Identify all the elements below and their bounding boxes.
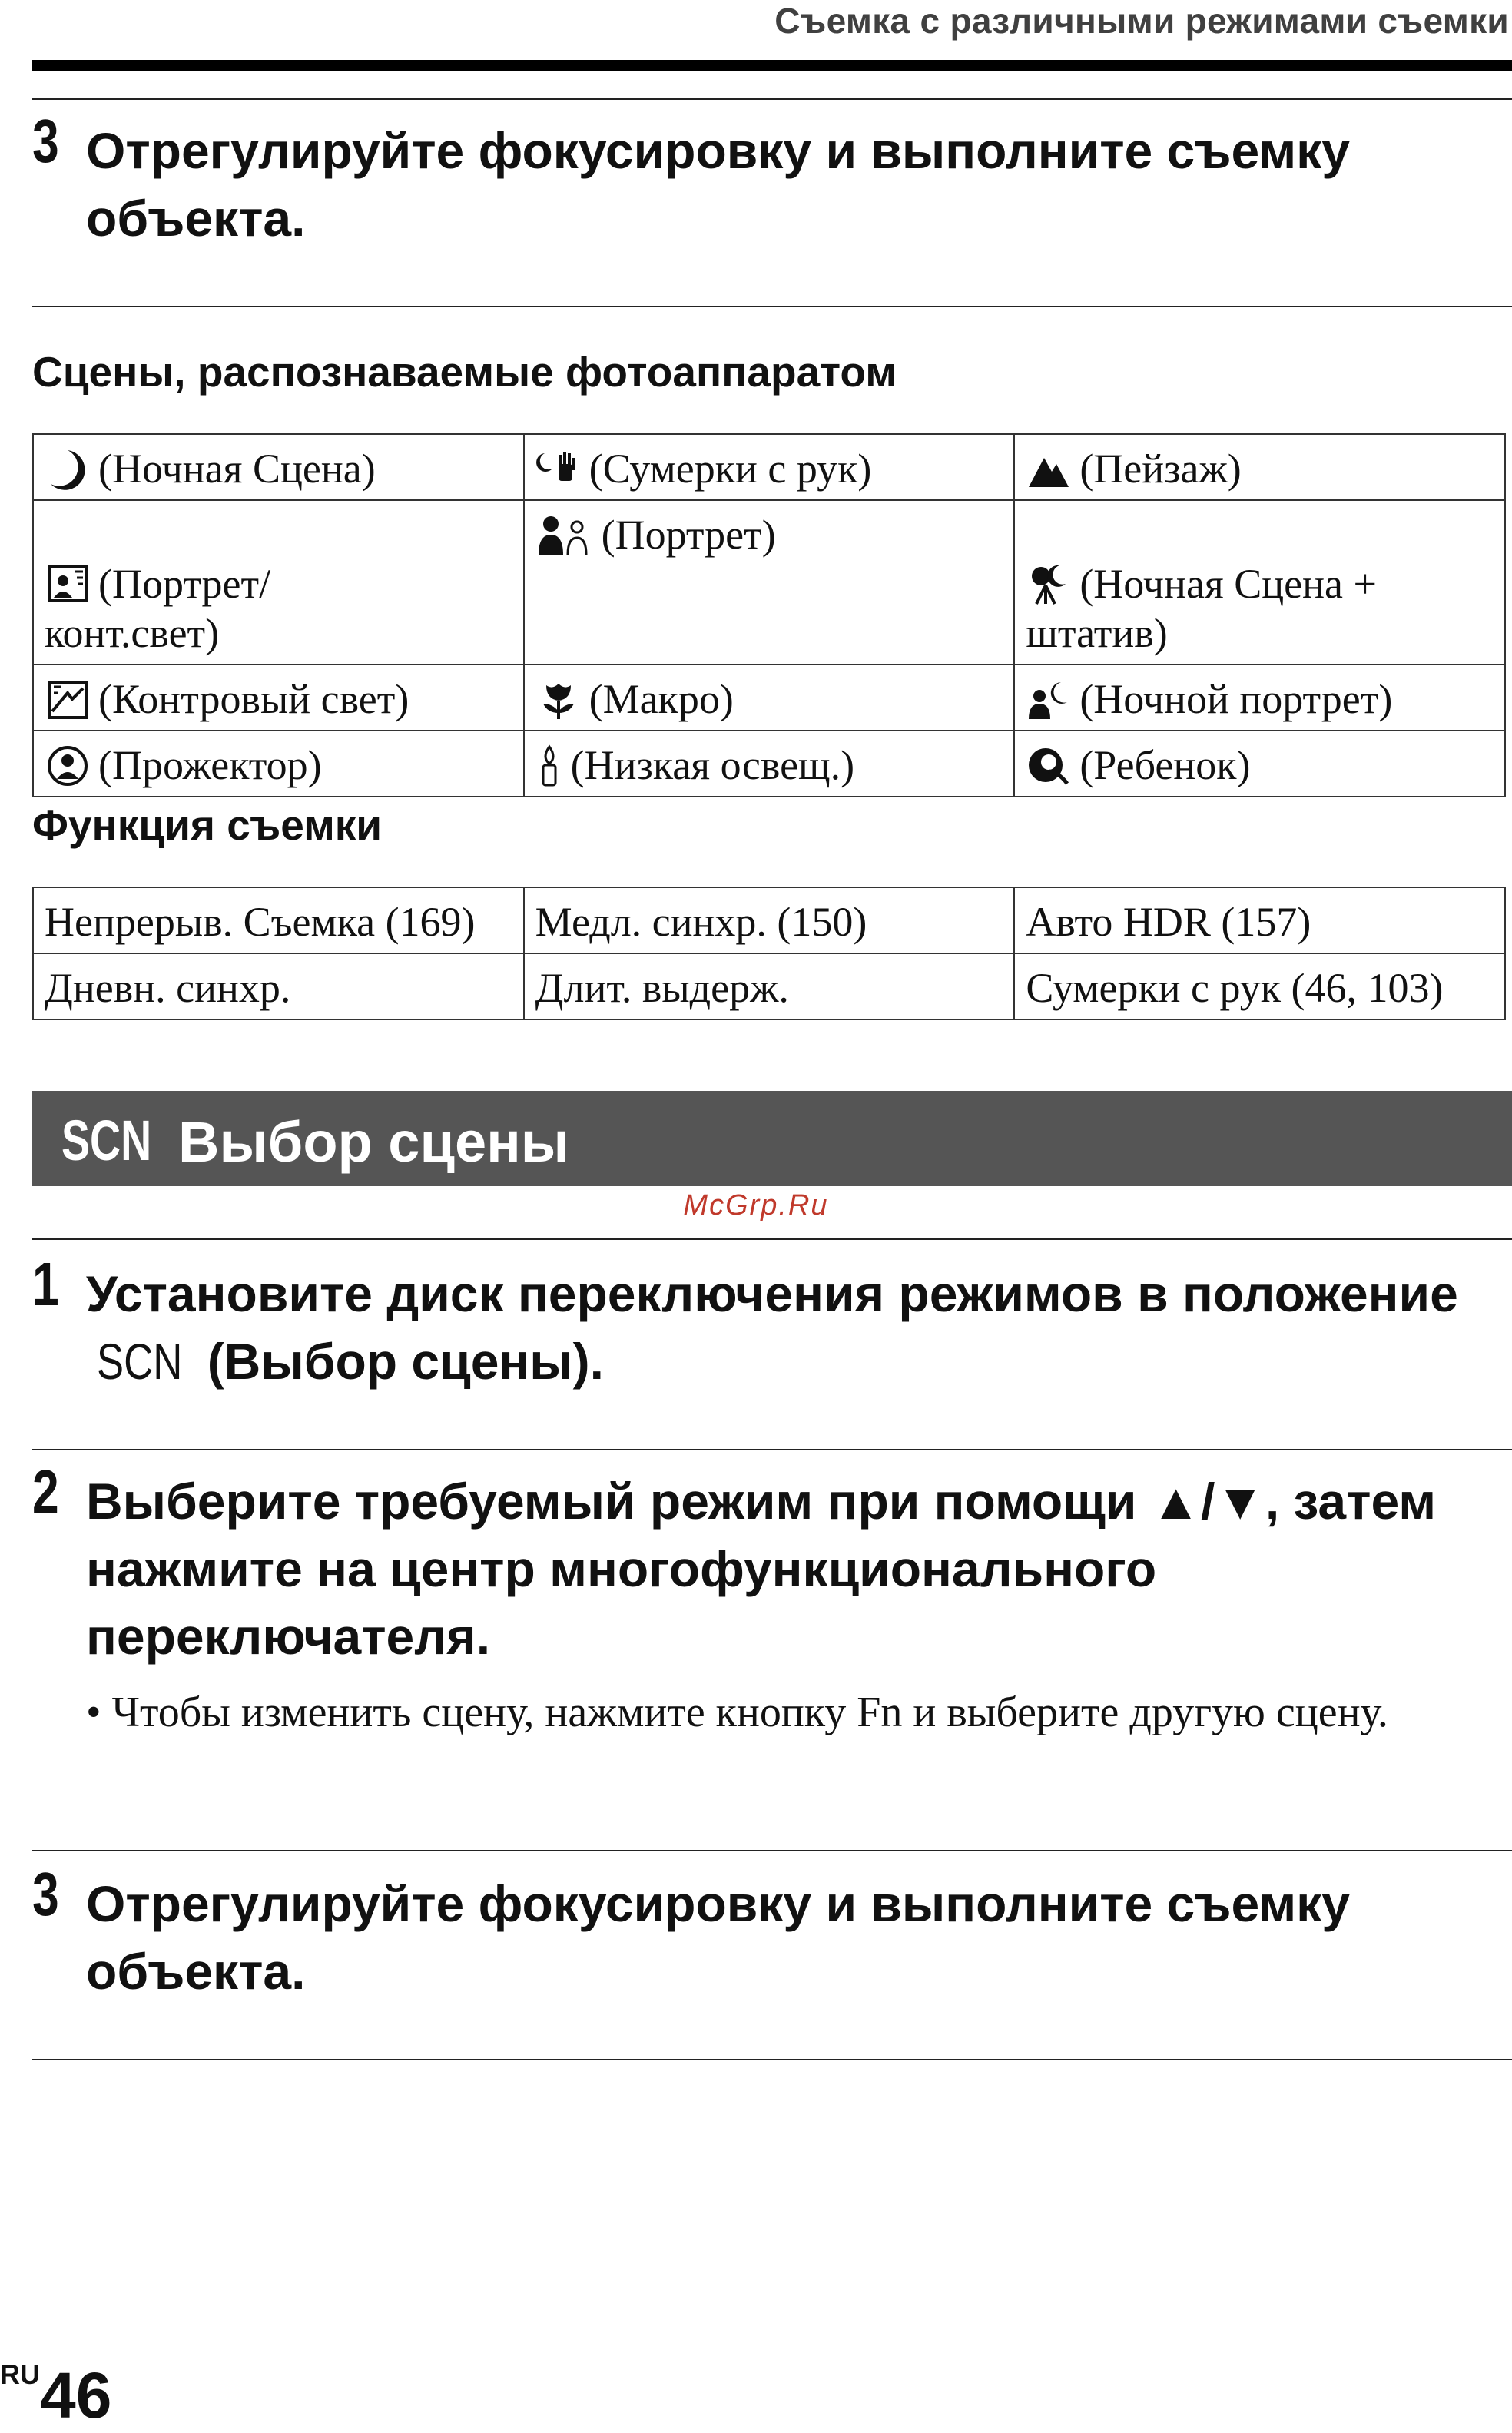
- function-cell: Сумерки с рук (46, 103): [1014, 953, 1505, 1019]
- scene-cell: [33, 434, 524, 500]
- divider: [32, 1449, 1512, 1450]
- functions-table: [32, 887, 1506, 1020]
- page-number: [0, 2358, 111, 2433]
- step-text: Отрегулируйте фокусировку и выполните съемку объекта.: [86, 122, 1350, 247]
- step-number: 1: [32, 1250, 59, 1318]
- function-cell: Длит. выдерж.: [524, 953, 1015, 1019]
- scene-cell: [1014, 500, 1505, 665]
- table-row: [33, 731, 1505, 797]
- scene-cell: [33, 665, 524, 731]
- scene-cell: [524, 665, 1015, 731]
- scn-mode-icon: SCN: [96, 1333, 183, 1390]
- step-text: Отрегулируйте фокусировку и выполните съемку объекта.: [86, 1875, 1350, 2000]
- backlight-icon: [45, 678, 91, 722]
- table-row: [33, 665, 1505, 731]
- function-cell: Авто HDR (157): [1014, 887, 1505, 953]
- landscape-icon: [1026, 447, 1072, 492]
- divider: [32, 2059, 1512, 2060]
- table-row: [33, 953, 1505, 1019]
- portrait-icon: [536, 513, 594, 558]
- scene-cell: [33, 731, 524, 797]
- scene-label: (Портрет): [601, 512, 776, 558]
- language-code: RU: [0, 2358, 40, 2390]
- step-text: Выберите требуемый режим при помощи ▲/▼, затем нажмите на центр многофункционального переключателя.: [86, 1473, 1437, 1665]
- table-row: [33, 887, 1505, 953]
- scene-cell: [33, 500, 524, 665]
- step-number: 3: [32, 107, 59, 175]
- scenes-heading: Сцены, распознаваемые фотоаппаратом: [32, 348, 897, 396]
- function-cell: Непрерыв. Съемка (169): [33, 887, 524, 953]
- scene-label: (Контровый свет): [98, 676, 410, 722]
- baby-icon: [1026, 744, 1072, 788]
- scenes-table: [32, 433, 1506, 797]
- scene-cell: [1014, 665, 1505, 731]
- night-portrait-icon: [1026, 678, 1072, 722]
- header-rule: [32, 60, 1512, 71]
- note-bullet: • Чтобы изменить сцену, нажмите кнопку Fn и выберите другую сцену.: [86, 1689, 1388, 1736]
- running-header: Съемка с различными режимами съемки: [774, 1, 1509, 41]
- scene-cell: [524, 434, 1015, 500]
- scene-label: (Прожектор): [98, 742, 322, 788]
- divider: [32, 1238, 1512, 1240]
- scene-cell: [524, 500, 1015, 665]
- step-number: 2: [32, 1457, 59, 1526]
- section-title: Выбор сцены: [178, 1110, 570, 1174]
- macro-icon: [536, 678, 582, 722]
- step-text: [86, 1260, 1497, 1395]
- step-text-part: (Выбор сцены).: [193, 1333, 604, 1390]
- function-cell: Дневн. синхр.: [33, 953, 524, 1019]
- scene-label: (Сумерки с рук): [589, 446, 872, 492]
- night-tripod-icon: [1026, 562, 1072, 607]
- night-scene-icon: [45, 447, 91, 492]
- spotlight-icon: [45, 744, 91, 788]
- table-row: [33, 500, 1505, 665]
- watermark: McGrp.Ru: [683, 1189, 829, 1221]
- scene-cell: [1014, 731, 1505, 797]
- hand-held-twilight-icon: [536, 447, 582, 492]
- scn-mode-icon: SCN: [61, 1109, 152, 1172]
- divider: [32, 98, 1512, 100]
- scene-label: (Ребенок): [1079, 742, 1251, 788]
- scene-label: (Ночная Сцена + штатив): [1026, 561, 1377, 656]
- backlight-portrait-icon: [45, 562, 91, 607]
- scene-label: (Макро): [589, 676, 734, 722]
- divider: [32, 1850, 1512, 1851]
- divider: [32, 306, 1512, 307]
- page-num: 46: [40, 2359, 112, 2431]
- scene-label: (Ночная Сцена): [98, 446, 376, 492]
- scene-label: (Пейзаж): [1079, 446, 1242, 492]
- scene-cell: [524, 731, 1015, 797]
- function-cell: Медл. синхр. (150): [524, 887, 1015, 953]
- table-row: [33, 434, 1505, 500]
- section-bar: [32, 1091, 1512, 1186]
- scene-label: (Портрет/ конт.свет): [45, 561, 271, 656]
- step-number: 3: [32, 1860, 59, 1928]
- low-light-icon: [536, 744, 563, 788]
- functions-heading: Функция съемки: [32, 801, 383, 849]
- scene-label: (Низкая освещ.): [570, 742, 855, 788]
- scene-label: (Ночной портрет): [1079, 676, 1393, 722]
- scene-cell: [1014, 434, 1505, 500]
- step-text-part: Установите диск переключения режимов в положение: [86, 1265, 1458, 1322]
